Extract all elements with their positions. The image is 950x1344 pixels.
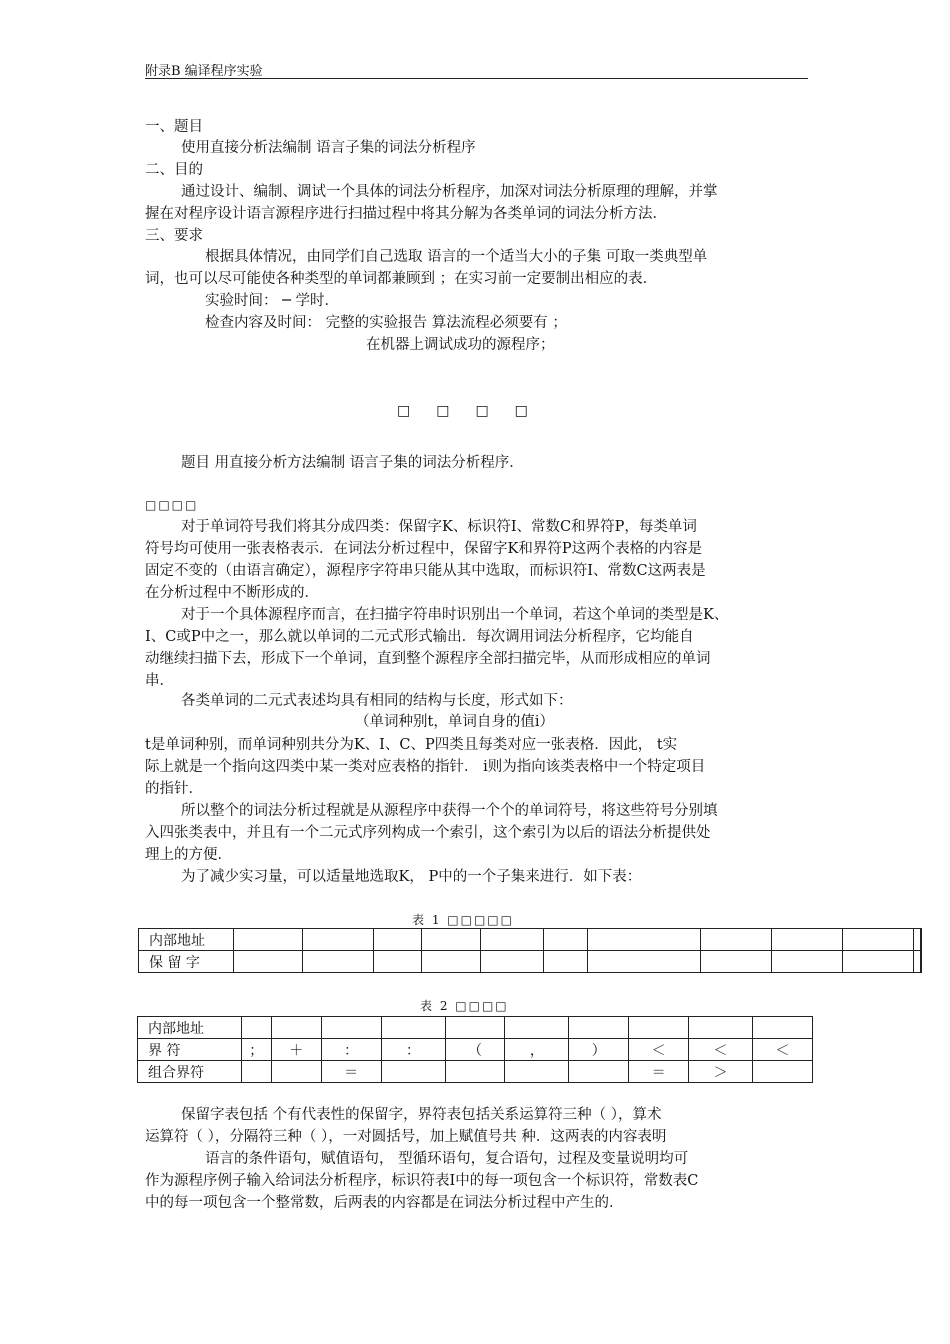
table-cell bbox=[569, 1017, 629, 1039]
section-3-title: 三、要求 bbox=[145, 228, 203, 244]
para-line: t是单词种别，而单词种别共分为K、I、C、P四类且每类对应一张表格．因此， t实 bbox=[145, 737, 678, 753]
para-line: 在分析过程中不断形成的． bbox=[145, 585, 319, 601]
header-rule bbox=[145, 78, 808, 79]
section-2-title: 二、目的 bbox=[145, 162, 203, 178]
table-cell: 保 留 字 bbox=[139, 951, 234, 973]
table-cell bbox=[234, 951, 303, 973]
para-line: 所以整个的词法分析过程就是从源程序中获得一个个的单词符号，将这些符号分别填 bbox=[181, 803, 718, 819]
table-cell bbox=[271, 1017, 321, 1039]
table-cell bbox=[481, 929, 544, 951]
closing-line: 运算符（ ），分隔符三种（ ），一对圆括号，加上赋值号共 种．这两表的内容表明 bbox=[145, 1129, 667, 1145]
example-heading: □□□□ bbox=[397, 403, 554, 419]
section-2-line: 握在对程序设计语言源程序进行扫描过程中将其分解为各类单词的词法分析方法． bbox=[145, 206, 667, 222]
para-line: 串． bbox=[145, 673, 174, 689]
table-cell bbox=[771, 929, 842, 951]
section-1-body: 使用直接分析法编制 语言子集的词法分析程序 bbox=[181, 140, 476, 156]
table-cell bbox=[271, 1061, 321, 1083]
table-cell bbox=[303, 929, 374, 951]
table-cell bbox=[321, 1017, 381, 1039]
table-cell: 内部地址 bbox=[139, 929, 234, 951]
table-cell bbox=[445, 1061, 505, 1083]
table-cell: ＜ bbox=[629, 1039, 689, 1061]
example-subheading: □□□□ bbox=[145, 498, 199, 512]
table-cell bbox=[374, 951, 421, 973]
check-line-2: 在机器上调试成功的源程序； bbox=[366, 337, 555, 353]
para-line: 理上的方便． bbox=[145, 847, 232, 863]
para-line: I、C或P中之一，那么就以单词的二元式形式输出．每次调用词法分析程序，它均能自 bbox=[145, 629, 694, 645]
closing-line: 语言的条件语句，赋值语句， 型循环语句，复合语句，过程及变量说明均可 bbox=[205, 1151, 689, 1167]
table-cell bbox=[842, 951, 913, 973]
table-cell: ： bbox=[381, 1039, 445, 1061]
para-line: 对于一个具体源程序而言，在扫描字符串时识别出一个单词，若这个单词的类型是K、 bbox=[181, 607, 729, 623]
table-1-caption: 表 1 □□□□□ bbox=[412, 913, 514, 927]
time-line: 实验时间： ─ 学时． bbox=[205, 293, 339, 309]
table-cell bbox=[505, 1061, 569, 1083]
table-cell: 组合界符 bbox=[138, 1061, 242, 1083]
check-line: 检查内容及时间： 完整的实验报告 算法流程必须要有 ； bbox=[205, 315, 567, 331]
table-row bbox=[139, 929, 922, 951]
running-header: 附录B 编译程序实验 bbox=[145, 64, 263, 79]
table-cell bbox=[753, 1017, 813, 1039]
para-line: 为了减少实习量，可以适量地选取K， P中的一个子集来进行．如下表： bbox=[181, 869, 642, 885]
table-cell bbox=[629, 1017, 689, 1039]
table-cell: ＜ bbox=[753, 1039, 813, 1061]
table-row bbox=[138, 1061, 813, 1083]
table-cell: ； bbox=[241, 1039, 271, 1061]
para-line: 对于单词符号我们将其分成四类：保留字K、标识符I、常数C和界符P，每类单词 bbox=[181, 519, 697, 535]
table-2-caption: 表 2 □□□□ bbox=[420, 999, 509, 1013]
table-cell bbox=[700, 929, 771, 951]
table-row bbox=[138, 1039, 813, 1061]
table-cell bbox=[700, 951, 771, 973]
table-cell: （ bbox=[445, 1039, 505, 1061]
table-cell bbox=[689, 1017, 753, 1039]
table-cell: 界 符 bbox=[138, 1039, 242, 1061]
para-line: 符号均可使用一张表格表示．在词法分析过程中，保留字K和界符P这两个表格的内容是 bbox=[145, 541, 703, 557]
para-line: 入四张类表中，并且有一个二元式序列构成一个索引，这个索引为以后的语法分析提供处 bbox=[145, 825, 711, 841]
table-cell bbox=[544, 951, 588, 973]
para-line: 固定不变的（由语言确定），源程序字符串只能从其中选取，而标识符I、常数C这两表是 bbox=[145, 563, 706, 579]
table-cell bbox=[241, 1061, 271, 1083]
closing-line: 作为源程序例子输入给词法分析程序，标识符表I中的每一项包含一个标识符，常数表C bbox=[145, 1173, 699, 1189]
tuple-form: （单词种别t，单词自身的值i） bbox=[355, 714, 554, 730]
table-cell: ＋ bbox=[271, 1039, 321, 1061]
table-cell bbox=[913, 951, 921, 973]
table-cell bbox=[587, 951, 700, 973]
table-cell: ， bbox=[505, 1039, 569, 1061]
para-line: 动继续扫描下去，形成下一个单词，直到整个源程序全部扫描完毕，从而形成相应的单词 bbox=[145, 651, 711, 667]
para-line: 际上就是一个指向这四类中某一类对应表格的指针． i则为指向该类表格中一个特定项目 bbox=[145, 759, 706, 775]
table-cell: ＝ bbox=[629, 1061, 689, 1083]
table-row bbox=[138, 1017, 813, 1039]
table-cell bbox=[303, 951, 374, 973]
table-cell bbox=[481, 951, 544, 973]
para-line: 各类单词的二元式表述均具有相同的结构与长度，形式如下： bbox=[181, 693, 573, 709]
table-cell: ＝ bbox=[321, 1061, 381, 1083]
table-cell bbox=[587, 929, 700, 951]
table-cell: ） bbox=[569, 1039, 629, 1061]
table-cell bbox=[445, 1017, 505, 1039]
table-cell bbox=[421, 951, 480, 973]
section-2-line: 通过设计、编制、调试一个具体的词法分析程序，加深对词法分析原理的理解，并掌 bbox=[181, 184, 718, 200]
table-cell bbox=[381, 1061, 445, 1083]
table-cell bbox=[381, 1017, 445, 1039]
para-line: 的指针． bbox=[145, 781, 203, 797]
delimiter-table bbox=[137, 1016, 813, 1083]
table-cell bbox=[544, 929, 588, 951]
table-cell bbox=[234, 929, 303, 951]
table-cell bbox=[771, 951, 842, 973]
table-cell bbox=[374, 929, 421, 951]
closing-line: 保留字表包括 个有代表性的保留字，界符表包括关系运算符三种（ ），算术 bbox=[181, 1107, 662, 1123]
table-cell bbox=[753, 1061, 813, 1083]
section-3-line: 根据具体情况，由同学们自己选取 语言的一个适当大小的子集 可取一类典型单 bbox=[205, 249, 708, 265]
table-cell bbox=[241, 1017, 271, 1039]
table-cell: ＞ bbox=[689, 1061, 753, 1083]
closing-line: 中的每一项包含一个整常数，后两表的内容都是在词法分析过程中产生的． bbox=[145, 1195, 624, 1211]
example-topic: 题目 用直接分析方法编制 语言子集的词法分析程序． bbox=[181, 455, 524, 471]
reserved-word-table bbox=[138, 928, 922, 973]
table-row bbox=[139, 951, 922, 973]
table-cell: 内部地址 bbox=[138, 1017, 242, 1039]
table-cell: ： bbox=[321, 1039, 381, 1061]
table-cell bbox=[842, 929, 913, 951]
table-cell: ＜ bbox=[689, 1039, 753, 1061]
table-cell bbox=[569, 1061, 629, 1083]
table-cell bbox=[505, 1017, 569, 1039]
table-cell bbox=[913, 929, 921, 951]
section-3-line: 词，也可以尽可能使各种类型的单词都兼顾到 ；在实习前一定要制出相应的表． bbox=[145, 271, 658, 287]
section-1-title: 一、题目 bbox=[145, 119, 203, 135]
table-cell bbox=[421, 929, 480, 951]
